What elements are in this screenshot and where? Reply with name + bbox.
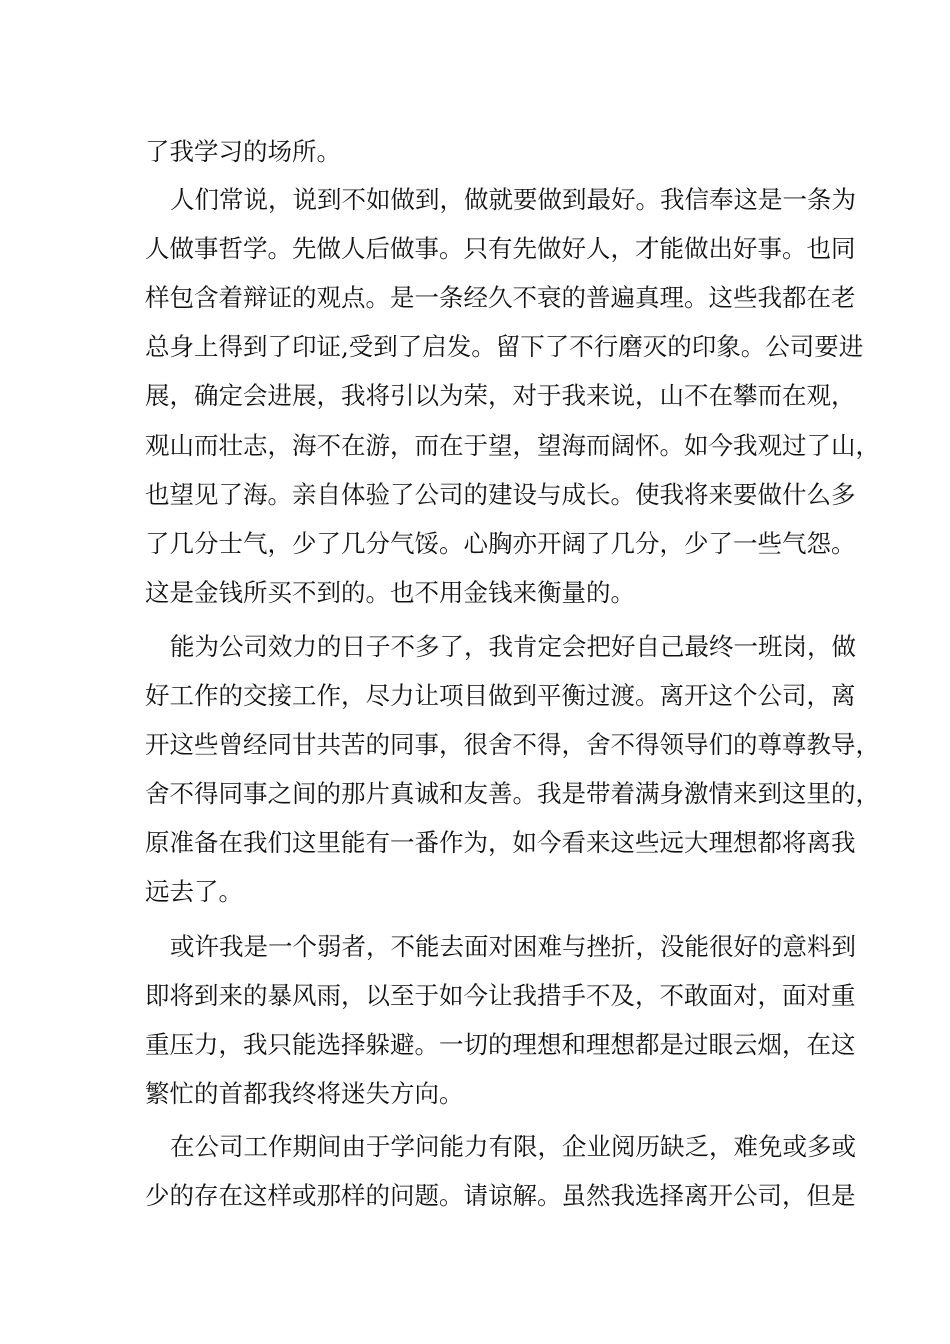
text-line: 观山而壮志，海不在游，而在于望，望海而阔怀。如今我观过了山， (145, 431, 880, 460)
text-line: 远去了。 (145, 877, 243, 906)
text-line: 开这些曾经同甘共苦的同事，很舍不得，舍不得领导们的尊尊教导， (145, 730, 880, 759)
text-line: 展，确定会进展，我将引以为荣，对于我来说，山不在攀而在观， (145, 381, 856, 410)
text-line: 了几分士气，少了几分气馁。心胸亦开阔了几分，少了一些气怨。 (145, 529, 856, 558)
text-line: 重压力，我只能选择躲避。一切的理想和理想都是过眼云烟，在这 (145, 1030, 856, 1059)
text-line: 舍不得同事之间的那片真诚和友善。我是带着满身激情来到这里的， (145, 779, 880, 808)
text-line: 这是金钱所买不到的。也不用金钱来衡量的。 (145, 578, 635, 607)
text-line: 了我学习的场所。 (145, 137, 341, 166)
text-line: 原准备在我们这里能有一番作为，如今看来这些远大理想都将离我 (145, 828, 856, 857)
paragraph-first-line: 能为公司效力的日子不多了，我肯定会把好自己最终一班岗，做 (170, 632, 856, 661)
text-line: 人做事哲学。先做人后做事。只有先做好人，才能做出好事。也同 (145, 234, 856, 263)
paragraph-first-line: 或许我是一个弱者，不能去面对困难与挫折，没能很好的意料到 (170, 932, 856, 961)
text-line: 少的存在这样或那样的问题。请谅解。虽然我选择离开公司，但是 (145, 1181, 856, 1210)
text-line: 总身上得到了印证,受到了启发。留下了不行磨灭的印象。公司要进 (145, 332, 864, 361)
text-line: 繁忙的首都我终将迷失方向。 (145, 1079, 464, 1108)
text-line: 好工作的交接工作，尽力让项目做到平衡过渡。离开这个公司，离 (145, 681, 856, 710)
text-line: 即将到来的暴风雨，以至于如今让我措手不及，不敢面对，面对重 (145, 981, 856, 1010)
text-line: 样包含着辩证的观点。是一条经久不衰的普遍真理。这些我都在老 (145, 283, 856, 312)
paragraph-first-line: 在公司工作期间由于学问能力有限，企业阅历缺乏，难免或多或 (170, 1132, 856, 1161)
text-line: 也望见了海。亲自体验了公司的建设与成长。使我将来要做什么多 (145, 480, 856, 509)
paragraph-first-line: 人们常说，说到不如做到，做就要做到最好。我信奉这是一条为 (170, 185, 856, 214)
